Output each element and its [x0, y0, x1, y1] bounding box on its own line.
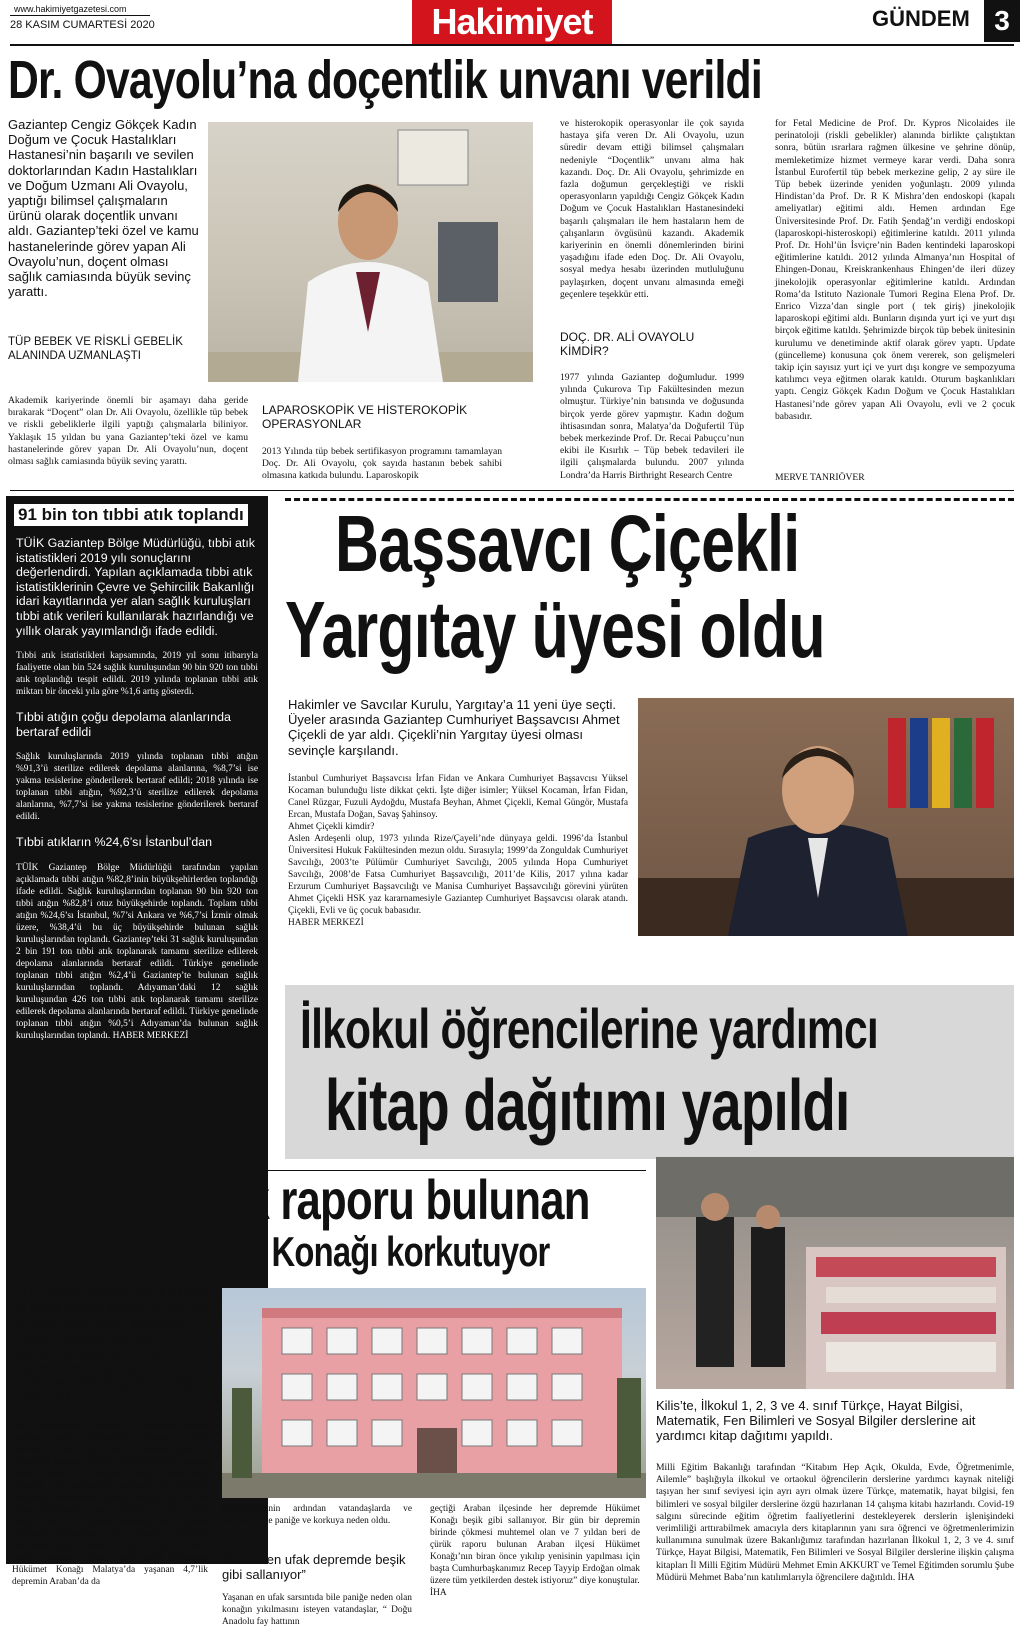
a5-col2: hissedilmesinin ardından vatandaşlarda ve personellerde paniğe ve korkuya neden oldu. — [222, 1504, 412, 1526]
a5-col3-text: geçtiği Araban ilçesinde her depremde Hükümet Konağı beşik gibi sallanıyor. Bir gün bir depremin birinde çökmesi muhtemel olan ve 7 yıldan beri de çürük raporu bulunan Araban ilçesi Hükümet Konağı’nın biran önce yıkılıp yenisinin yapılması için başta Cumhurbaşkanımız Recep Tayyip Erdoğan olmak üzere tüm yetkilerden destek istiyoruz” diye konuştular. — [430, 1504, 640, 1586]
a5-byline: İHA — [430, 1588, 447, 1598]
a5-col3 — [430, 1503, 640, 1599]
a2-headline: 91 bin ton tıbbi atık toplandı — [14, 504, 248, 526]
a3-byline: HABER MERKEZİ — [288, 918, 364, 928]
a4-byline: İHA — [897, 1571, 915, 1583]
a1-col1: Akademik kariyerinde önemli bir aşamayı daha geride bırakarak “Doçent” olan Dr. Ali Ovayolu, özellikle tüp bebek ve riskli gebeliklerle ilgili yaptığı çalışmalarla biliniyor. Yaklaşık 15 yıldan bu yana Gaziantep’teki özel ve kamu hastanelerinde görev yapan Dr. Ali Ovayolu’nun, doçent olması sağlık camiasında büyük sevinç yarattı. — [8, 395, 248, 468]
a4-headline-2: kitap dağıtımı yapıldı — [325, 1066, 850, 1146]
a4-lead: Kilis’te, İlkokul 1, 2, 3 ve 4. sınıf Türkçe, Hayat Bilgisi, Matematik, Fen Bilimleri ve Sosyal Bilgiler derslerine ait yardımcı kitap dağıtımı yapıldı. — [656, 1398, 976, 1444]
a5-lead: 1977 yılında yapılan, 2013 yılında da çürük raporu verilen ve her gün yüzlerce vatandaşın kullandığı Araban Hükümet Konağı, Malatya’da yaşanan 4,7’lik depremin ardından binanın sarsılması vatandaşlarda paniğe neden oldu. — [12, 1284, 211, 1406]
a5-col1: İzmir depreminin yaralarının sarılmaya devam ederken bugün Malatya’da yaşanan 4,7’lik depremle sarsıldı. Çevre illerde hissedilen deprem, Araban’da bulunan ve 2013 yılında da çürük raporu verilen Hükümet Konağında paniğe neden oldu. Yaklaşık 50 personelin çalıştığı ve yüzlerce vatandaşın kullanmak zorunda kaldığı bina her an çökme tehlikesiyle karşı karşıya. 7 yıldır çürük raporu var 1977 yılında yapılmış olan Araban Hükümet Konağına, 2013 yılında yetkililer tarafından çürük raporu verildi. 7 yıldır çürük raporu olmasına rağmen aktif olarak kullanılan Hükümet Konağı Malatya’da yaşanan 4,7’lik depremin Araban’da da — [12, 1421, 208, 1587]
a2-subhead-1: Tıbbi atığın çoğu depolama alanlarında bertaraf edildi — [16, 710, 231, 739]
a1-bottom-rule — [10, 490, 1014, 491]
logo-text: Hakimiyet — [431, 1, 593, 42]
a4-body-text: Milli Eğitim Bakanlığı tarafından “Kitabım Hep Açık, Okulda, Evde, Öğretmenimle, Ailemle” başlığıyla ilkokul ve ortaokul öğrencilerin derslerine yardımcı kaynak niteliği taşıyan her sınıf seviyesi için ayrı ayrı olmak üzere Türkçe, matematik, hayat bilgisi, fen bilimleri ve sosyal bilgiler derslerine özgü hazırlanan 14 çalışma kitabı hazırlandı. Covid-19 salgını sürecinde eğitim öğretim faaliyetlerini destekleyerek derslerin işlenişindeki verimliliği arttırabilmek amacıyla ders kitaplarının yanı sıra öğrenci ve öğretmenlerimizin kullanımına sunulmak üzere Bakanlığımız tarafından hazırlanan İlkokul 1, 2, 3 ve 4. sınıf Türkçe, Hayat Bilgisi, Matematik, Fen Bilimleri ve Sosyal Bilgiler derslerine ilişkin çalışma kitapları İl Milli Eğitim Müdürü Mehmet Emin AKKURT ve Temel Eğitimden sorumlu Şube Müdürü Mehmet Baba’nın katılımlarıyla öğrencilere dağıtıldı. — [656, 1462, 1014, 1583]
page-number-box — [984, 0, 1020, 42]
a1-subhead-3: DOÇ. DR. ALİ OVAYOLU KİMDİR? — [560, 330, 695, 358]
masthead-logo — [412, 0, 612, 44]
a3-headline-2: Yargıtay üyesi oldu — [285, 585, 825, 674]
a5-quote: “Konak en ufak depremde beşik gibi sallanıyor” — [222, 1552, 406, 1582]
a1-photo-doctor — [208, 122, 533, 382]
a3-body-text-2: Aslen Ardeşenli olup, 1973 yılında Rize/Çayeli’nde dünyaya geldi. 1996’da İstanbul Üniversitesi Hukuk Fakültesinden mezun oldu. Sırasıyla; 1999’da Zonguldak Cumhuriyet Savcılığı, 2003’te Pülümür Cumhuriyet Savcılığı, 2005 yılında Hopa Cumhuriyet Savcılığı, 2008’de Fatsa Cumhuriyet Başsavcılığı, 2011’de Kilis, 2017 yılına kadar Erzurum Cumhuriyet Başsavcılığı ve Manisa Cumhuriyet Başsavcılığı görevini yürüten Ahmet Çiçekli HSK yaz kararnamesiyle Gaziantep Cumhuriyet Başsavcısı olarak atandı. Çiçekli, Evli ve üç çocuk babasıdır. — [288, 834, 628, 916]
a3-photo-prosecutor — [638, 698, 1014, 936]
a1-col3b: 1977 yılında Gaziantep doğumludur. 1999 yılında Çukurova Tıp Fakültesinden mezun olmuştur. Türkiye’nin batısında ve doğusunda birçok yerde görev yapmıştır. Kadın doğum ihtisasından sonra, Malatya’da Doğufertil Tüp bebek merkezinde Prof. Dr. Recai Pabuçcu’nun ekibi ile Kısırlık – Tüp bebek tedavileri ile ilgili çalışmalarda bulundu. 2007 yılında Londra’da Harris Birthright Research Centre — [560, 372, 744, 481]
a1-subhead-2: LAPAROSKOPİK VE HİSTEROKOPİK OPERASYONLAR — [262, 403, 468, 431]
a3-body — [288, 773, 628, 929]
header-rule — [10, 44, 1014, 46]
government-building-icon — [222, 1288, 646, 1498]
a2-p3-text: TÜİK Gaziantep Bölge Müdürlüğü tarafından yapılan açıklamada tıbbi atığın %82,8’inin büyükşehirlerden toplandığı ifade edildi. Sağlık kuruluşlarından toplanan 90 bin 920 ton tıbbi atığın %82,8’i otuz büyükşehirde toplandı. Toplam tıbbi atığın %24,6’sı İstanbul, %7’si Ankara ve %6,7’si İzmir olmak üzere, %38,4’ü bu üç büyükşehirde bulunan sağlık kuruluşlarından toplandı. Gaziantep’teki 31 sağlık kuruluşundan 2 bin 191 ton tıbbi atık toplanarak tamamı sterilize edilerek depolama alanlarında bertaraf edildi. Türkiye genelinde toplanan tıbbi atığın %2,4’ü Gaziantep’te bulunan sağlık kuruluşlarından toplandı. Adıyaman’daki 12 sağlık kuruluşundan 426 ton tıbbi atık toplanarak tamamı sterilize edilerek depolama alanlarında bertaraf edildi. Türkiye genelinde toplanan tıbbi atığın %0,5’i Adıyaman’da bulunan sağlık kuruluşlarından toplandı. — [16, 862, 258, 1041]
a2-p3 — [16, 862, 258, 1042]
a2-lead: TÜİK Gaziantep Bölge Müdürlüğü, tıbbi atık istatistikleri 2019 yılı sonuçlarını değerlendirdi. Yapılan açıklamada tıbbi atık istatistiklerinin Çevre ve Şehircilik Bakanlığı idari kayıtlarında yer alan sağlık kuruluşları tıbbi atık verileri kullanılarak hazırlandığı ve yıllık olarak yayımlandığı ifade edildi. — [16, 536, 255, 638]
a5-headline-2: Araban Hükümet Konağı korkutuyor — [12, 1228, 550, 1275]
website-url: www.hakimiyetgazetesi.com — [14, 4, 127, 14]
a1-col4: for Fetal Medicine de Prof. Dr. Kypros Nicolaides ile perinatoloji (riskli gebelikler) alanında birlikte çalıştıktan sonra, bütün ısrarlara rağmen ülkesine ve şehrine dönüp, memleketimize hizmet vermeye karar verdi. Daha sonra İstanbul Eurofertil tüp bebek merkezine gelip, 2 ay süre ile Tüp bebek üzerinde yeniden yoğunlaştı. 2009 yılında Hindistan’da Prof. Dr. R K Mishra’den endoskopi (kapalı ameliyatlar) eğitimi aldı. Hemen ardından Ege Üniversitesinde Prof. Dr. Fatih Şendağ’ın verdiği endoskopi (laparoskopi-histeroskopi) eğitimlerine katıldı. 2011 yılında Prof. Dr. Hohl’ün İsviçre’nin Baden kentindeki laparoskopi eğitimlerine katıldı. 2012 yılında Almanya’nın Hospital of Ehingen-Donau, Kreiskrankenhaus Ehingen’de ileri düzey jinekolojik operasyonlar eğitimlerine katıldı. Ardından Roma’da Istituto Nazionale Tumori Regina Elena Prof. Dr. Enrico Vizza’dan single port ( tek giriş) jinekolojik laparoskopi eğitimi aldı. Bunların dışında yurt içi ve yurt dışı birçok eğitime katıldı. Şehrimizde birçok tüp bebek ünitesinin kurulumu ve denetiminde aktif olarak görev yaptı. Update (güncelleme) konusuna çok önem vererek, son gelişmeleri takip için sayısız yurt içi ve yurt dışı kongre ve sempozyuma katılımcı veya eğitmen olarak katıldı. Oturum başkanlıkları yaptı. Cengiz Gökçek Kadın Doğum ve Çocuk Hastalıkları Hastanesi’nde görev yapan Ali Ovayolu, evli ve 2 çocuk babasıdır. — [775, 118, 1015, 422]
header-rule-left — [10, 15, 150, 16]
a4-photo-books — [656, 1157, 1014, 1389]
a1-lead: Gaziantep Cengiz Gökçek Kadın Doğum ve Çocuk Hastalıkları Hastanesi’nin başarılı ve sevilen doktorlarından Kadın Hastalıkları ve Doğum Uzmanı Ali Ovayolu, yaptığı bilimsel çalışmaların ürünü olarak doçentlik unvanı aldı. Gaziantep’teki özel ve kamu hastanelerinde görev yapan Ali Ovayolu’nun, doçent olması sağlık camiasında büyük sevinç yarattı. — [8, 117, 199, 300]
a3-question: Ahmet Çiçekli kimdir? — [288, 822, 375, 832]
a3-headline-1: Başsavcı Çiçekli — [335, 499, 800, 588]
a1-byline: MERVE TANRIÖVER — [775, 472, 865, 483]
a3-lead: Hakimler ve Savcılar Kurulu, Yargıtay’a 11 yeni üye seçti. Üyeler arasında Gaziantep Cumhuriyet Başsavcısı Ahmet Çiçekli de yar aldı. Çiçekli’nin Yargıtay üyesi olması sevinçle karşılandı. — [288, 697, 620, 758]
a1-col3a: ve histerokopik operasyonlar ile çok sayıda hastaya şifa veren Dr. Ali Ovayolu, uzun süredir devam ettiği bilimsel çalışmaları nedeniyle “Doçentlik” unvanı alma hak kazandı. Doç. Dr. Ali Ovayolu, şehrimizde en fazla doğumun gerçekleştiği ve riskli operasyonların yapıldığı Cengiz Gökçek Kadın Doğum ve Çocuk Hastalıkları Hastanesindeki başarılı çalışmaları ile hem hastaların hem de çalışanların övgüsünü kazandı. Akademik kariyerinin en önemli dönemlerinden birini yaşadığını ifade eden Doç. Dr. Ali Ovayolu, sosyal medya hesabı üzerinden mutluluğunu paylaşırken, doçent unvanı almasında emeği geçenlere teşekkür etti. — [560, 118, 744, 300]
a5-photo-building — [222, 1288, 646, 1498]
a1-subhead-1: TÜP BEBEK VE RİSKLİ GEBELİK ALANINDA UZMANLAŞTI — [8, 336, 183, 362]
a2-byline: HABER MERKEZİ — [112, 1030, 189, 1041]
a4-body — [656, 1462, 1014, 1584]
issue-date: 28 KASIM CUMARTESİ 2020 — [10, 19, 155, 31]
a1-col2: 2013 Yılında tüp bebek sertifikasyon programını tamamlayan Doç. Dr. Ali Ovayolu, çok sayıda hastanın bebek sahibi olmasına katkıda bulundu. Laparoskopik — [262, 446, 502, 482]
a1-headline: Dr. Ovayolu’na doçentlik unvanı verildi — [8, 50, 762, 110]
a2-p1: Tıbbi atık istatistikleri kapsamında, 2019 yıl sonu itibarıyla faaliyette olan bin 524 sağlık kuruluşundan 90 bin 920 ton tıbbi atık toplandığı tespit edildi. 2019 yılında toplanan tıbbi atık miktarı bir önceki yıla göre %1,6 artış gösterdi. — [16, 651, 258, 698]
section-label: GÜNDEM — [872, 6, 970, 31]
a3-body-text: İstanbul Cumhuriyet Başsavcısı İrfan Fidan ve Ankara Cumhuriyet Başsavcısı Yüksel Kocaman bulunduğu liste dikkat çekti. İşte diğer isimler; Yüksel Kocaman, İrfan Fidan, Canel Rüzgar, Fuzuli Aydoğdu, Mustafa Beyhan, Ahmet Çiçekli, Kemal Güngör, Mustafa Ercan, Mustafa Doğan, Savaş Şahinsoy. — [288, 774, 628, 820]
prosecutor-portrait-icon — [638, 698, 1014, 936]
a5-col2b: Yaşanan en ufak sarsıntıda bile paniğe neden olan konağın yıkılmasını isteyen vatandaşlar, “ Doğu Anadolu fay hattının — [222, 1593, 412, 1627]
books-distribution-icon — [656, 1157, 1014, 1389]
a2-subhead-2: Tıbbi atıkların %24,6’sı İstanbul’dan — [16, 835, 213, 850]
doctor-portrait-icon — [208, 122, 533, 382]
a5-headline-1: 7 yıldır çürük raporu bulunan — [8, 1168, 590, 1231]
page-number: 3 — [994, 5, 1010, 36]
a4-headline-1: İlkokul öğrencilerine yardımcı — [300, 997, 878, 1060]
a2-p2: Sağlık kuruluşlarında 2019 yılında toplanan tıbbi atığın %91,3’ü sterilize edilerek depolama alanlarına, %8,7’si ise yakma tesislerine gönderilerek bertaraf edildi; 2018 yılında ise toplanan tıbbi atığın, %92,3’ü sterilize edilerek depolama alanlarına, %7,7’si ise yakma tesislerine gönderilerek bertaraf edildi. — [16, 752, 258, 823]
